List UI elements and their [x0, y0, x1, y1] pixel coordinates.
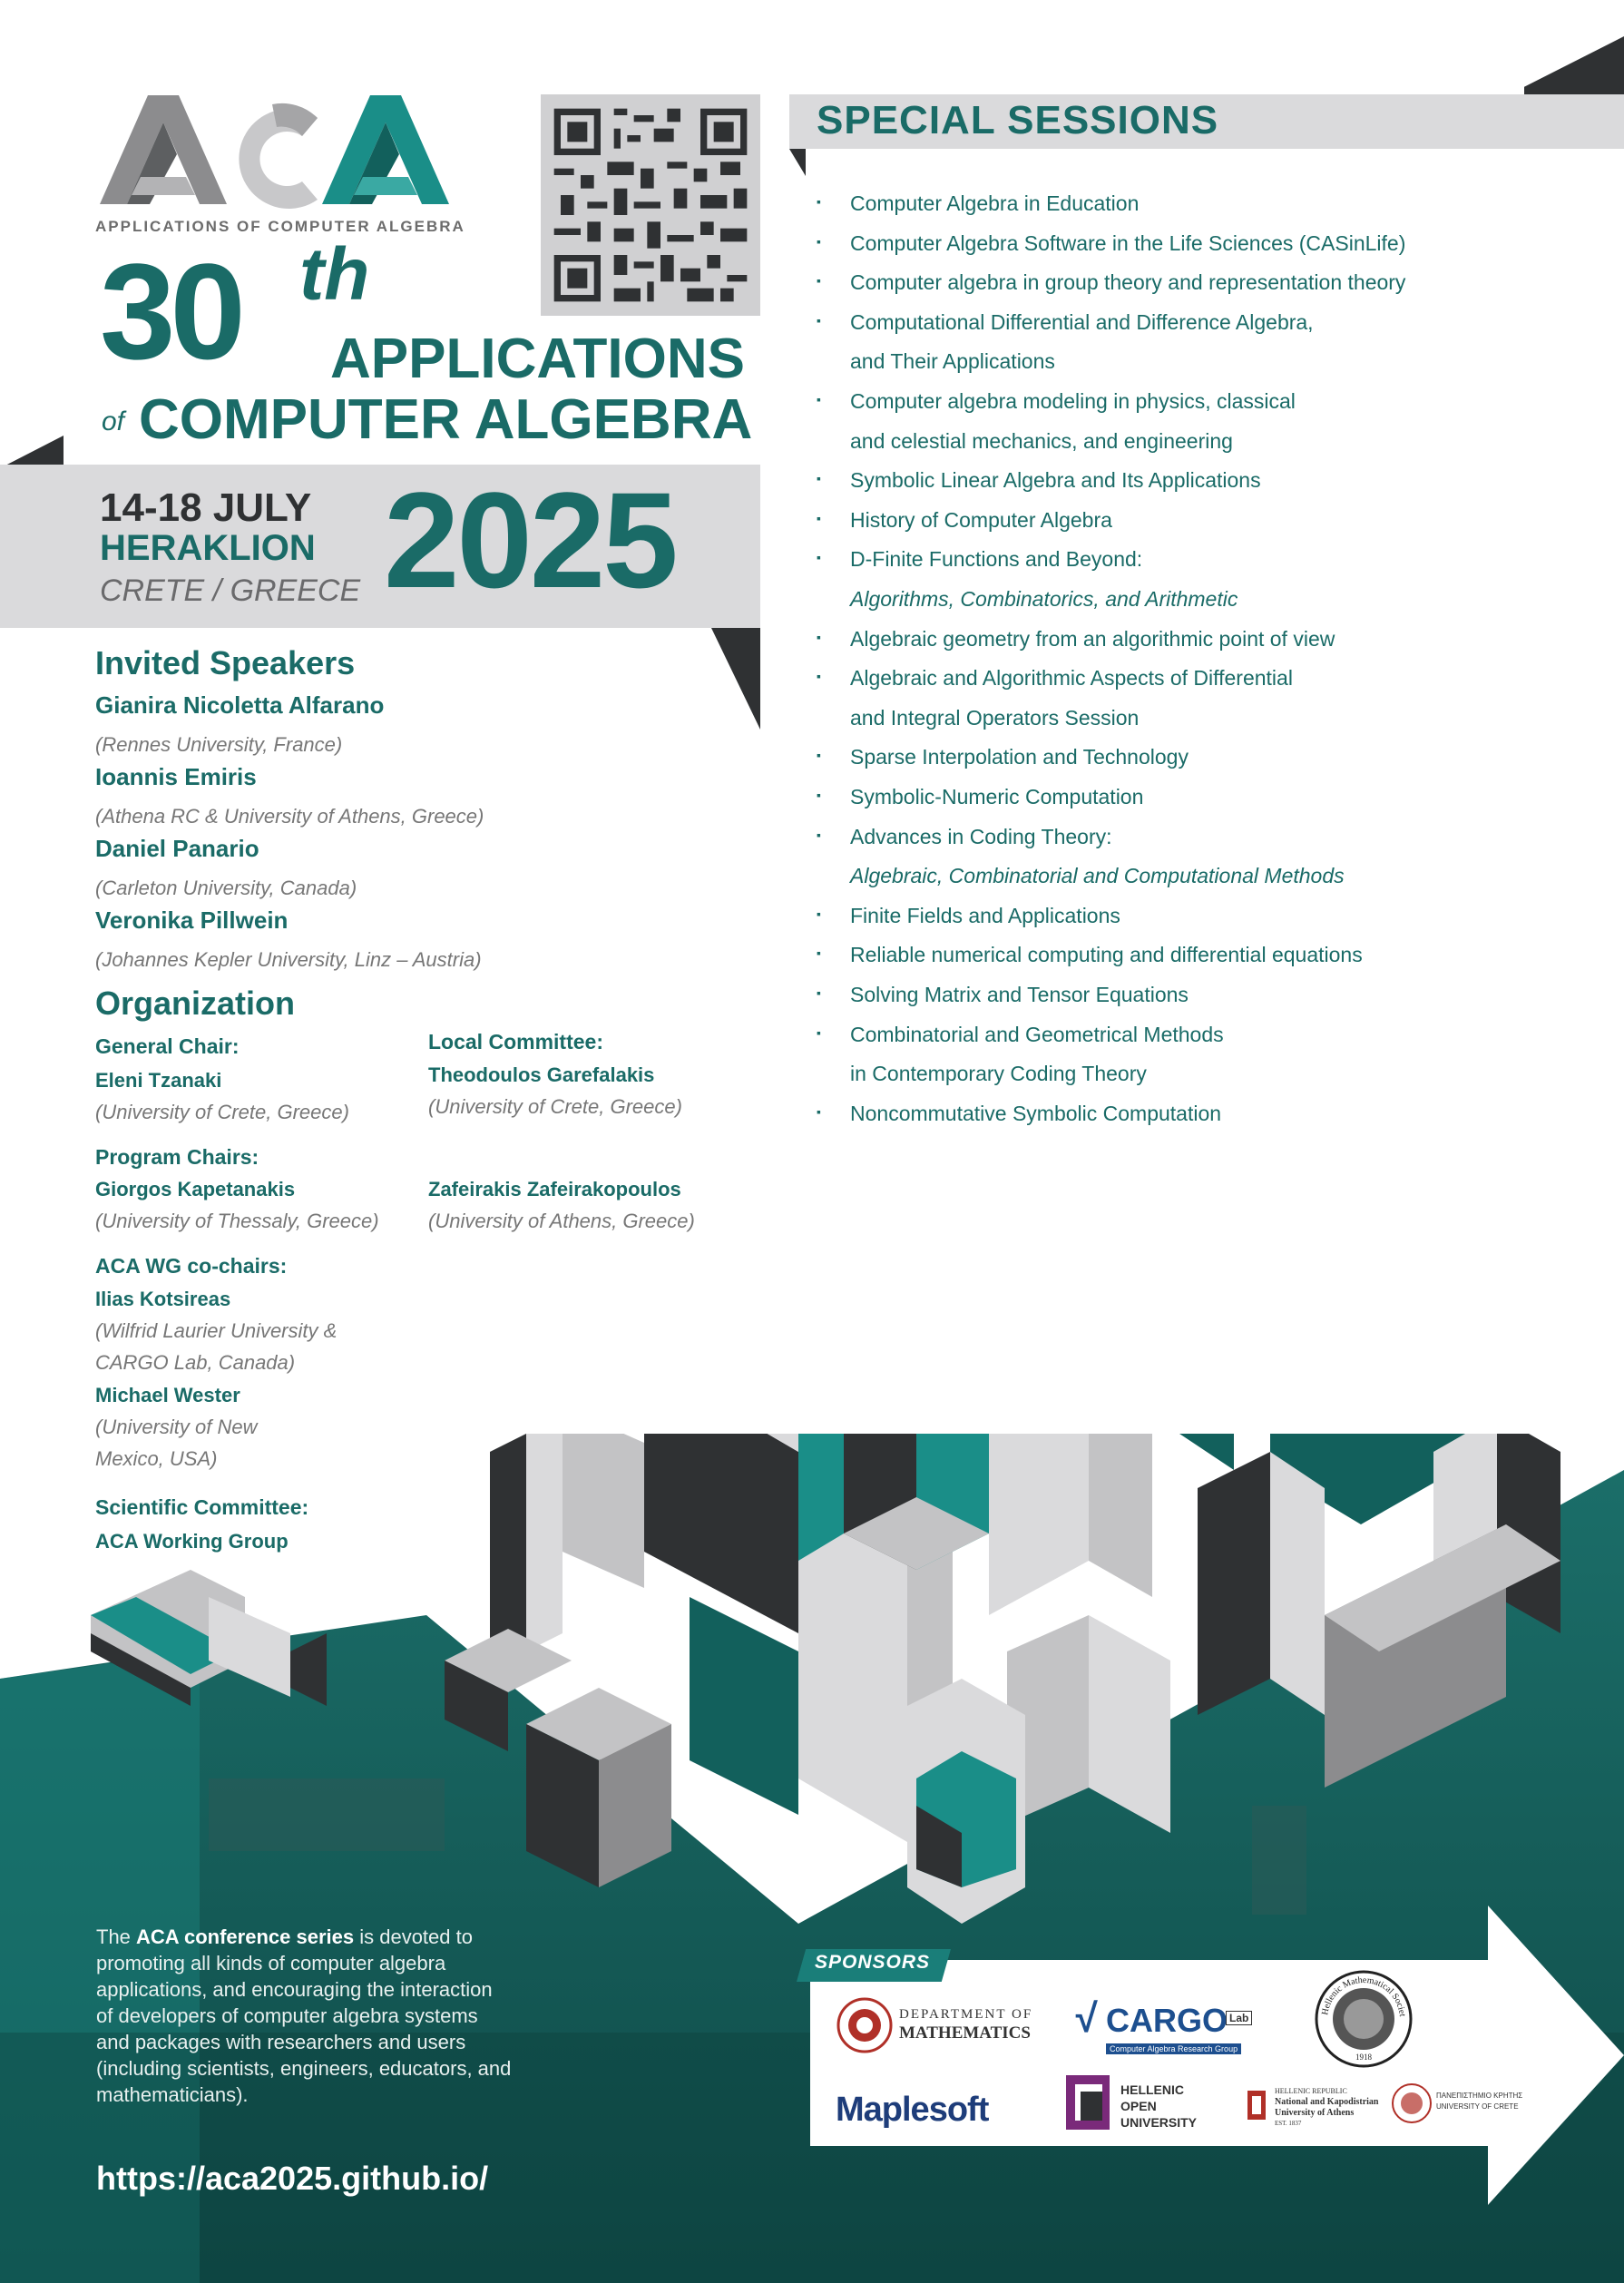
title-line-1: APPLICATIONS [330, 328, 745, 390]
sponsor-national-kapodistrian-university[interactable]: HELLENIC REPUBLIC National and Kapodistrian University of Athens EST. 1837 [1244, 2087, 1380, 2132]
wg-cochair-affiliation: Mexico, USA) [95, 1447, 218, 1470]
conference-city: HERAKLION [100, 528, 316, 568]
scientific-committee-name: ACA Working Group [95, 1530, 289, 1553]
special-session-text: Algorithms, Combinatorics, and Arithmetic [850, 587, 1238, 611]
local-committee-label: Local Committee: [428, 1030, 603, 1053]
cargo-check-icon: √ [1073, 1996, 1096, 2041]
sponsor-dept-mathematics[interactable]: DEPARTMENT OF MATHEMATICS [836, 1996, 1044, 2060]
wg-cochair-name: Michael Wester [95, 1384, 240, 1406]
special-session-text: Computer algebra in group theory and representation theory [850, 270, 1406, 295]
sponsor-cargo-lab[interactable]: √ CARGO Lab Computer Algebra Research Group [1073, 1996, 1264, 2060]
special-session-text: and celestial mechanics, and engineering [850, 428, 1233, 453]
special-sessions-heading: SPECIAL SESSIONS [817, 98, 1219, 142]
bullet-icon: ▪ [817, 392, 821, 407]
special-session-text: D-Finite Functions and Beyond: [850, 547, 1143, 572]
program-chair-affiliation: (University of Thessaly, Greece) [95, 1210, 379, 1232]
special-sessions-band-tail [789, 149, 806, 176]
special-session-text: Algebraic and Algorithmic Aspects of Differential [850, 666, 1293, 691]
special-session-text: Computational Differential and Difference Algebra, [850, 309, 1314, 334]
general-chair-name: Eleni Tzanaki [95, 1069, 222, 1092]
special-session-text: Symbolic-Numeric Computation [850, 785, 1144, 808]
special-session-text: Algebraic, Combinatorial and Computational Methods [850, 864, 1345, 888]
bullet-icon: ▪ [817, 550, 821, 565]
scientific-committee-label: Scientific Committee: [95, 1495, 309, 1519]
special-session-text: Symbolic Linear Algebra and Its Applications [850, 468, 1261, 493]
speaker-name: Ioannis Emiris [95, 763, 257, 790]
svg-text:1918: 1918 [1355, 2053, 1372, 2062]
nkua-emblem-icon [1244, 2087, 1269, 2123]
dept-mathematics-seal-icon [836, 1996, 894, 2054]
speaker-name: Veronika Pillwein [95, 906, 289, 934]
bullet-icon: ▪ [817, 471, 821, 486]
general-chair-affiliation: (University of Crete, Greece) [95, 1101, 349, 1123]
general-chair-label: General Chair: [95, 1034, 240, 1058]
bullet-icon: ▪ [817, 233, 821, 249]
wg-cochair-affiliation: (Wilfrid Laurier University & [95, 1319, 338, 1342]
bullet-icon: ▪ [817, 312, 821, 328]
hou-logo-icon [1064, 2073, 1111, 2131]
special-session-text: Reliable numerical computing and differential equations [850, 943, 1363, 967]
speaker-affiliation: (Athena RC & University of Athens, Greece) [95, 805, 484, 828]
aca-logo-letters [100, 95, 449, 209]
about-paragraph: The ACA conference series is devoted to promoting all kinds of computer algebra applications, and encouraging the interaction of developers of computer algebra systems and packages with researchers and users (including scientists, engineers, educators, and mathematicians). [96, 1925, 512, 2106]
special-session-text: Sparse Interpolation and Technology [850, 745, 1189, 769]
special-session-text: Computer Algebra in Education [850, 191, 1140, 215]
conference-year: 2025 [384, 464, 676, 616]
local-committee-affiliation: (University of Crete, Greece) [428, 1095, 682, 1118]
bullet-icon: ▪ [817, 827, 821, 842]
bullet-icon: ▪ [817, 748, 821, 763]
program-chairs-label: Program Chairs: [95, 1145, 259, 1169]
program-chair-name: Zafeirakis Zafeirakopoulos [428, 1178, 681, 1200]
speaker-affiliation: (Johannes Kepler University, Linz – Austria) [95, 948, 482, 971]
bullet-icon: ▪ [817, 669, 821, 684]
title-edition-number: 30 [100, 235, 240, 387]
organization-heading: Organization [95, 985, 296, 1022]
bullet-icon: ▪ [817, 1103, 821, 1119]
special-session-text: and Their Applications [850, 349, 1055, 374]
special-session-text: Algebraic geometry from an algorithmic point of view [850, 626, 1335, 651]
speaker-affiliation: (Carleton University, Canada) [95, 877, 357, 899]
program-chair-name: Giorgos Kapetanakis [95, 1178, 296, 1200]
title-edition-suffix: th [299, 233, 370, 316]
logo-subtitle: APPLICATIONS OF COMPUTER ALGEBRA [95, 218, 465, 235]
sponsor-hellenic-open-university[interactable]: HELLENIC OPEN UNIVERSITY [1064, 2073, 1228, 2137]
speaker-name: Gianira Nicoletta Alfarano [95, 691, 385, 719]
bullet-icon: ▪ [817, 1024, 821, 1040]
special-session-text: Computer Algebra Software in the Life Sciences (CASinLife) [850, 230, 1406, 255]
conference-website-link[interactable]: https://aca2025.github.io/ [96, 2160, 489, 2197]
special-session-text: and Integral Operators Session [850, 705, 1140, 730]
title-of: of [102, 407, 125, 436]
program-chair-affiliation: (University of Athens, Greece) [428, 1210, 695, 1232]
invited-speakers-heading: Invited Speakers [95, 644, 356, 681]
bullet-icon: ▪ [817, 273, 821, 289]
sponsor-maplesoft[interactable]: Maplesoft [836, 2091, 989, 2129]
bullet-icon: ▪ [817, 946, 821, 961]
wg-cochair-name: Ilias Kotsireas [95, 1288, 231, 1310]
special-session-text: Advances in Coding Theory: [850, 824, 1112, 848]
wg-cochair-affiliation: CARGO Lab, Canada) [95, 1351, 296, 1374]
special-session-text: Combinatorial and Geometrical Methods [850, 1022, 1224, 1046]
local-committee-name: Theodoulos Garefalakis [428, 1063, 655, 1086]
sponsors-heading: SPONSORS [815, 1952, 931, 1973]
bullet-icon: ▪ [817, 985, 821, 1000]
sponsors-panel [810, 1960, 1531, 2146]
bullet-icon: ▪ [817, 510, 821, 525]
qr-code[interactable] [541, 94, 760, 316]
bullet-icon: ▪ [817, 906, 821, 921]
uoc-seal-icon [1391, 2082, 1433, 2124]
speaker-affiliation: (Rennes University, France) [95, 733, 343, 756]
speaker-name: Daniel Panario [95, 835, 259, 862]
special-session-text: Computer algebra modeling in physics, classical [850, 389, 1296, 413]
special-session-text: in Contemporary Coding Theory [850, 1062, 1147, 1086]
bullet-icon: ▪ [817, 788, 821, 802]
about-highlight: ACA conference series [136, 1925, 355, 1948]
hms-seal-icon [1314, 1969, 1414, 2069]
bullet-icon: ▪ [817, 194, 821, 209]
special-session-text: History of Computer Algebra [850, 507, 1112, 532]
bullet-icon: ▪ [817, 629, 821, 644]
date-band-tail [711, 628, 760, 730]
sponsor-hellenic-mathematical-society[interactable] [1314, 1969, 1414, 2069]
wg-cochair-affiliation: (University of New [95, 1416, 258, 1438]
sponsor-university-of-crete[interactable]: ΠΑΝΕΠΙΣΤΗΜΙΟ ΚΡΗΤΗΣ UNIVERSITY OF CRETE [1391, 2082, 1509, 2132]
wg-cochairs-label: ACA WG co-chairs: [95, 1254, 288, 1278]
special-session-text: Finite Fields and Applications [850, 903, 1120, 927]
isometric-cube-artwork [0, 1434, 1624, 2283]
conference-dates: 14-18 JULY [100, 485, 312, 530]
special-session-text: Noncommutative Symbolic Computation [850, 1101, 1222, 1125]
conference-region: CRETE / GREECE [100, 573, 361, 608]
svg-text:Hellenic Mathematical Society: Hellenic Mathematical Societ [1320, 1974, 1407, 2017]
title-line-2: COMPUTER ALGEBRA [139, 388, 753, 451]
special-session-text: Solving Matrix and Tensor Equations [850, 983, 1189, 1006]
